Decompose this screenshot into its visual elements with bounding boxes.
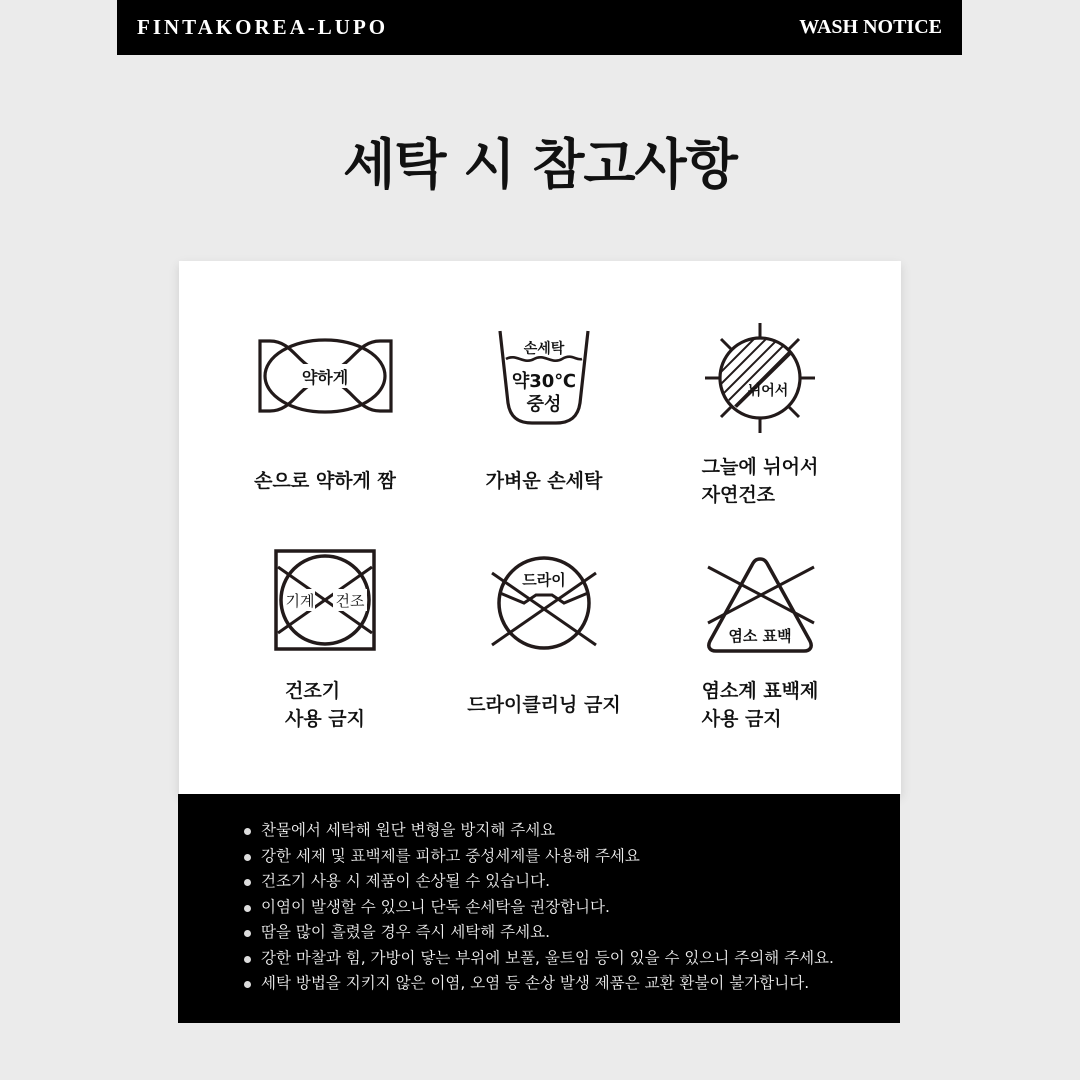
page-title: 세탁 시 참고사항 bbox=[343, 133, 737, 196]
care-item-no-dry-clean bbox=[424, 553, 664, 653]
care-item-wring bbox=[205, 331, 445, 423]
care-item-shade-dry bbox=[640, 323, 880, 433]
list-item: 강한 마찰과 힘, 가방이 닿는 부위에 보풀, 울트임 등이 있을 수 있으니 주의해 주세요. bbox=[242, 946, 834, 972]
svg-text:염소 표백: 염소 표백 bbox=[728, 627, 792, 645]
hand-wash-icon bbox=[424, 329, 664, 429]
care-label-no-dry-clean: 드라이클리닝 금지 bbox=[467, 694, 621, 716]
svg-text:기계: 기계 bbox=[285, 592, 315, 610]
brand-name: FINTAKOREA-LUPO bbox=[137, 15, 389, 39]
bullet-icon bbox=[244, 981, 251, 988]
list-item: 세탁 방법을 지키지 않은 이염, 오염 등 손상 발생 제품은 교환 환불이 불가합니다. bbox=[242, 971, 834, 997]
no-bleach-icon bbox=[640, 553, 880, 655]
svg-text:건조: 건조 bbox=[335, 592, 365, 610]
list-item: 찬물에서 세탁해 원단 변형을 방지해 주세요 bbox=[242, 818, 834, 844]
list-item: 땀을 많이 흘렸을 경우 즉시 세탁해 주세요. bbox=[242, 920, 834, 946]
bullet-icon bbox=[244, 956, 251, 963]
care-label-wring: 손으로 약하게 짬 bbox=[254, 470, 396, 492]
svg-text:중성: 중성 bbox=[526, 394, 562, 415]
svg-text:손세탁: 손세탁 bbox=[523, 341, 565, 357]
gentle-wring-icon bbox=[205, 331, 445, 423]
care-label-hand-wash: 가벼운 손세탁 bbox=[485, 470, 603, 492]
care-item-no-bleach bbox=[640, 553, 880, 655]
no-tumble-dry-icon bbox=[205, 549, 445, 653]
notes-list bbox=[242, 818, 834, 997]
no-dry-clean-icon bbox=[424, 553, 664, 653]
list-item: 건조기 사용 시 제품이 손상될 수 있습니다. bbox=[242, 869, 834, 895]
shade-flat-dry-icon bbox=[640, 323, 880, 433]
svg-text:드라이: 드라이 bbox=[522, 571, 566, 589]
bullet-icon bbox=[244, 854, 251, 861]
svg-text:뉘어서: 뉘어서 bbox=[747, 383, 789, 399]
care-symbols-card bbox=[179, 261, 901, 794]
header-bar bbox=[117, 0, 962, 55]
bullet-icon bbox=[244, 930, 251, 937]
bullet-icon bbox=[244, 905, 251, 912]
care-label-no-tumble-dry: 건조기 사용 금지 bbox=[284, 680, 366, 730]
notes-panel bbox=[178, 794, 900, 1023]
bullet-icon bbox=[244, 879, 251, 886]
care-item-hand-wash bbox=[424, 329, 664, 429]
bullet-icon bbox=[244, 828, 251, 835]
care-label-shade-dry: 그늘에 뉘어서 자연건조 bbox=[701, 456, 819, 506]
list-item: 강한 세제 및 표백제를 피하고 중성세제를 사용해 주세요 bbox=[242, 844, 834, 870]
care-label-no-bleach: 염소계 표백제 사용 금지 bbox=[701, 680, 819, 730]
svg-text:약하게: 약하게 bbox=[301, 368, 349, 387]
svg-text:약30℃: 약30℃ bbox=[511, 371, 577, 392]
wash-notice-label: WASH NOTICE bbox=[799, 16, 942, 38]
list-item: 이염이 발생할 수 있으니 단독 손세탁을 권장합니다. bbox=[242, 895, 834, 921]
care-item-no-tumble-dry bbox=[205, 549, 445, 653]
